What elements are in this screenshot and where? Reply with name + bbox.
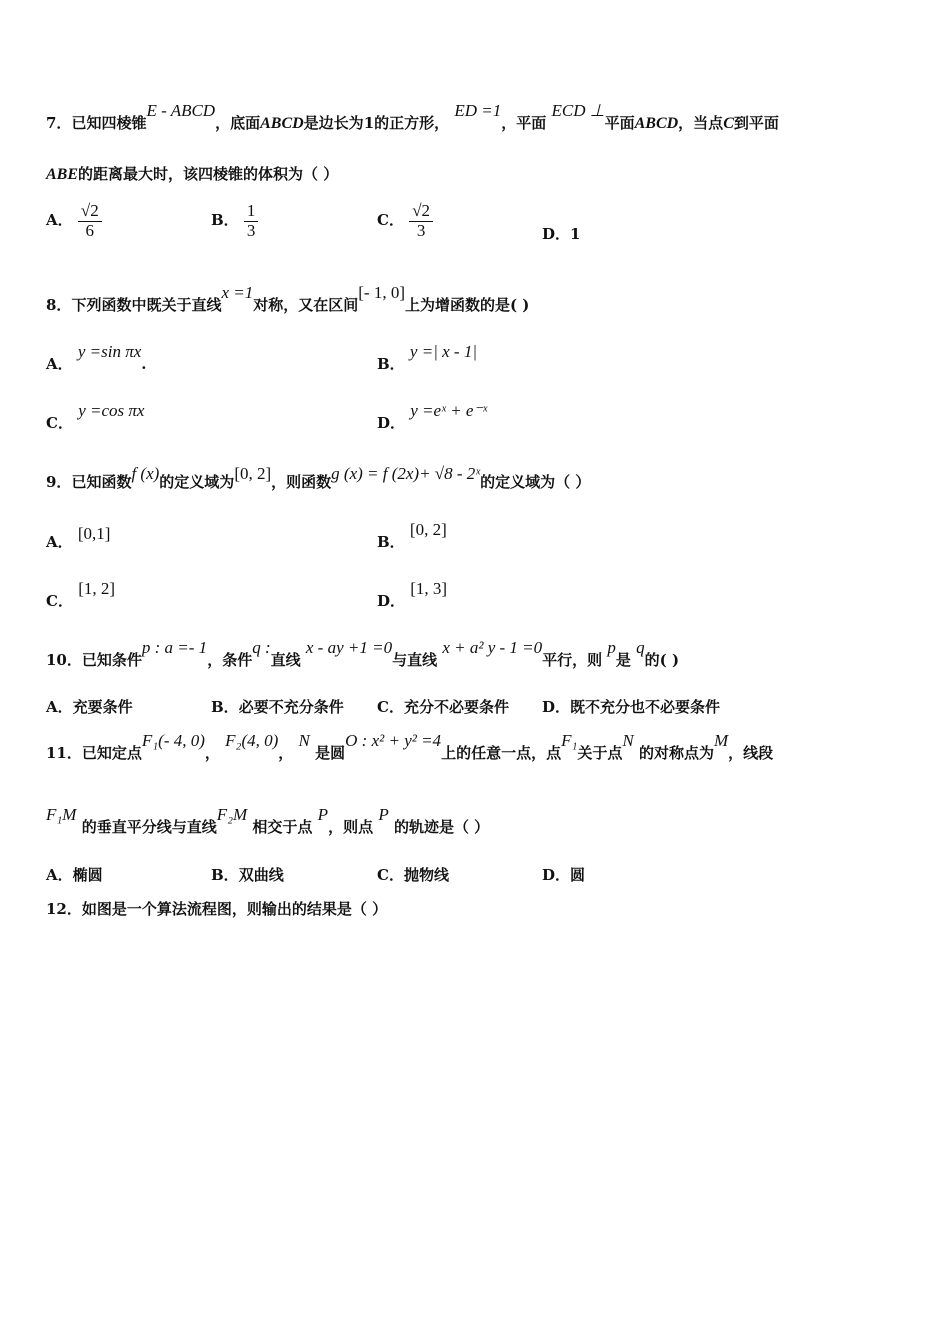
q11-text: 关于点 (577, 744, 623, 762)
q11-text: 的对称点为 (638, 744, 714, 762)
q10-text: 直线 (270, 651, 301, 669)
option-label: B． (211, 866, 239, 884)
fraction (409, 202, 433, 240)
math-expression: M (713, 731, 729, 750)
math-expression: [0, 2] (409, 520, 447, 539)
math-expression: p (607, 638, 616, 657)
q11-text: ， (278, 744, 294, 762)
q10-text: 与直线 (392, 651, 438, 669)
option-label: D． (542, 866, 571, 884)
option-text: 充要条件 (72, 698, 133, 716)
math-expression: O : x² + y² =4 (345, 731, 442, 750)
math-expression: f (x) (131, 464, 160, 483)
q7-text: 是边长为 (303, 114, 364, 132)
option-label: A． (46, 211, 73, 230)
math-expression: y =eˣ + e⁻ˣ (410, 401, 488, 420)
q11-text: ，则点 (328, 818, 374, 836)
option-label: C． (377, 866, 404, 884)
math-expression: P (378, 805, 389, 824)
math-expression: q (636, 638, 645, 657)
q10-option-c[interactable] (377, 696, 509, 717)
question-7-line-1 (46, 101, 910, 133)
option-text: 抛物线 (403, 866, 449, 884)
math-expression: x + a² y - 1 =0 (442, 638, 543, 657)
option-label: B． (211, 211, 239, 230)
math-expression: P (317, 805, 329, 824)
math-expression: [- 1, 0] (358, 283, 405, 302)
q9-text: 的定义域为 (159, 473, 235, 491)
q10-text: 已知条件 (81, 651, 142, 669)
math-expression: ECD ⊥ (551, 101, 605, 120)
q7-text: 到平面 (733, 114, 779, 132)
math-expression: q : (252, 638, 271, 657)
q9-option-b[interactable] (377, 520, 447, 552)
option-label: D． (542, 698, 571, 716)
math-expression: x =1 (221, 283, 254, 302)
q7-text: ，当点 (678, 114, 724, 132)
math-expression: [0, 2] (234, 464, 272, 483)
option-text: 必要不充分条件 (238, 698, 344, 716)
option-text: 圆 (570, 866, 586, 884)
q10-option-b[interactable] (211, 696, 344, 717)
q7-bold: 1 (363, 114, 375, 132)
math-expression: F₁M (46, 805, 77, 824)
q11-option-d[interactable] (542, 864, 585, 885)
option-label: A． (46, 355, 73, 373)
math-expression: N (622, 731, 634, 750)
question-9-line (46, 464, 910, 492)
q7-bold-italic: ABCD (260, 115, 304, 132)
denominator: 3 (416, 220, 426, 240)
q7-text: 的正方形， (374, 114, 450, 132)
q9-option-c[interactable] (46, 579, 116, 611)
option-text: 充分不必要条件 (403, 698, 509, 716)
question-number: 12． (46, 900, 82, 918)
option-label: D． (377, 414, 406, 432)
q9-text: 已知函数 (71, 473, 132, 491)
math-expression: y =| x - 1| (409, 342, 477, 361)
fraction (244, 202, 259, 240)
math-expression: p : a =- 1 (141, 638, 208, 657)
q10-text: 平行，则 (542, 651, 603, 669)
q7-option-b[interactable] (211, 202, 258, 240)
option-label: B． (377, 533, 405, 551)
q8-option-d[interactable] (377, 401, 488, 433)
q9-option-a[interactable] (46, 524, 111, 552)
q10-option-a[interactable] (46, 696, 133, 717)
math-expression: E - ABCD (146, 101, 216, 120)
option-tail: . (141, 355, 147, 373)
option-label: C． (46, 592, 73, 610)
option-label: A． (46, 866, 73, 884)
question-11-line-1 (46, 731, 910, 763)
q8-option-a[interactable] (46, 342, 147, 374)
q7-bold-italic: C (723, 115, 734, 132)
q9-text: 的定义域为（ ） (480, 473, 591, 491)
math-expression: F₁ (561, 731, 578, 750)
q9-text: ，则函数 (271, 473, 332, 491)
math-expression: N (298, 731, 310, 750)
math-expression: [0,1] (77, 524, 111, 543)
q7-text: 的距离最大时，该四棱锥的体积为（ ） (78, 165, 339, 183)
q8-text: 对称，又在区间 (253, 296, 359, 314)
option-text: 双曲线 (238, 866, 284, 884)
question-8-line (46, 283, 910, 315)
math-expression: [1, 2] (78, 579, 116, 598)
option-text: 既不充分也不必要条件 (570, 698, 721, 716)
q7-text: ，底面 (215, 114, 261, 132)
q11-option-a[interactable] (46, 864, 103, 885)
q10-text: 的( ) (644, 651, 680, 669)
math-expression: ED =1 (454, 101, 502, 120)
numerator: √2 (78, 202, 102, 222)
q11-text: 相交于点 (252, 818, 313, 836)
math-expression: g (x) = f (2x)+ √8 - 2ˣ (331, 464, 481, 483)
question-10-line (46, 638, 910, 670)
q8-text: 下列函数中既关于直线 (71, 296, 222, 314)
option-value: 1 (570, 225, 581, 243)
numerator: √2 (409, 202, 433, 222)
q7-text: 已知四棱锥 (71, 114, 147, 132)
q10-text: ，条件 (207, 651, 253, 669)
question-number: 10． (46, 651, 82, 669)
numerator: 1 (244, 202, 259, 222)
q7-bold-italic: ABE (46, 166, 79, 183)
math-expression: F₂(4, 0) (225, 731, 279, 750)
q8-option-b[interactable] (377, 342, 477, 374)
option-label: A． (46, 533, 73, 551)
q8-text: 上为增函数的是( ) (404, 296, 530, 314)
q11-option-c[interactable] (377, 864, 449, 885)
option-text: 椭圆 (72, 866, 103, 884)
q11-text: ， (204, 744, 220, 762)
question-7-line-2 (46, 163, 910, 184)
question-number: 7． (46, 114, 72, 132)
q11-text: 已知定点 (81, 744, 142, 762)
q11-text: ，线段 (728, 744, 774, 762)
q7-option-d[interactable] (542, 223, 580, 244)
denominator: 3 (246, 220, 256, 240)
q11-text: 上的任意一点，点 (441, 744, 562, 762)
question-11-line-2 (46, 805, 910, 837)
option-label: C． (377, 211, 404, 230)
q7-text: ，平面 (501, 114, 547, 132)
q10-text: 是 (615, 651, 631, 669)
q11-text: 是圆 (315, 744, 346, 762)
option-label: A． (46, 698, 73, 716)
math-expression: [1, 3] (410, 579, 448, 598)
q7-option-a[interactable] (46, 202, 102, 240)
fraction (78, 202, 102, 240)
option-label: B． (377, 355, 405, 373)
q12-text: 如图是一个算法流程图，则输出的结果是（ ） (81, 900, 388, 918)
question-number: 11． (46, 744, 82, 762)
question-number: 8． (46, 296, 72, 314)
q7-option-c[interactable] (377, 202, 433, 240)
option-label: C． (46, 414, 73, 432)
question-number: 9． (46, 473, 72, 491)
option-label: B． (211, 698, 239, 716)
q7-text: 平面 (604, 114, 635, 132)
q11-text: 的垂直平分线与直线 (81, 818, 217, 836)
option-label: D． (542, 225, 571, 243)
q7-bold-italic: ABCD (634, 115, 679, 132)
math-expression: y =sin πx (77, 342, 142, 361)
q11-text: 的轨迹是（ ） (393, 818, 490, 836)
option-label: C． (377, 698, 404, 716)
q10-option-d[interactable] (542, 696, 720, 717)
math-expression: F₂M (216, 805, 248, 824)
math-expression: F₁(- 4, 0) (141, 731, 205, 750)
q8-option-c[interactable] (46, 401, 145, 433)
denominator: 6 (85, 220, 95, 240)
math-expression: x - ay +1 =0 (305, 638, 393, 657)
q11-option-b[interactable] (211, 864, 284, 885)
math-expression: y =cos πx (78, 401, 145, 420)
option-label: D． (377, 592, 406, 610)
question-12-line (46, 898, 910, 919)
q9-option-d[interactable] (377, 579, 448, 611)
